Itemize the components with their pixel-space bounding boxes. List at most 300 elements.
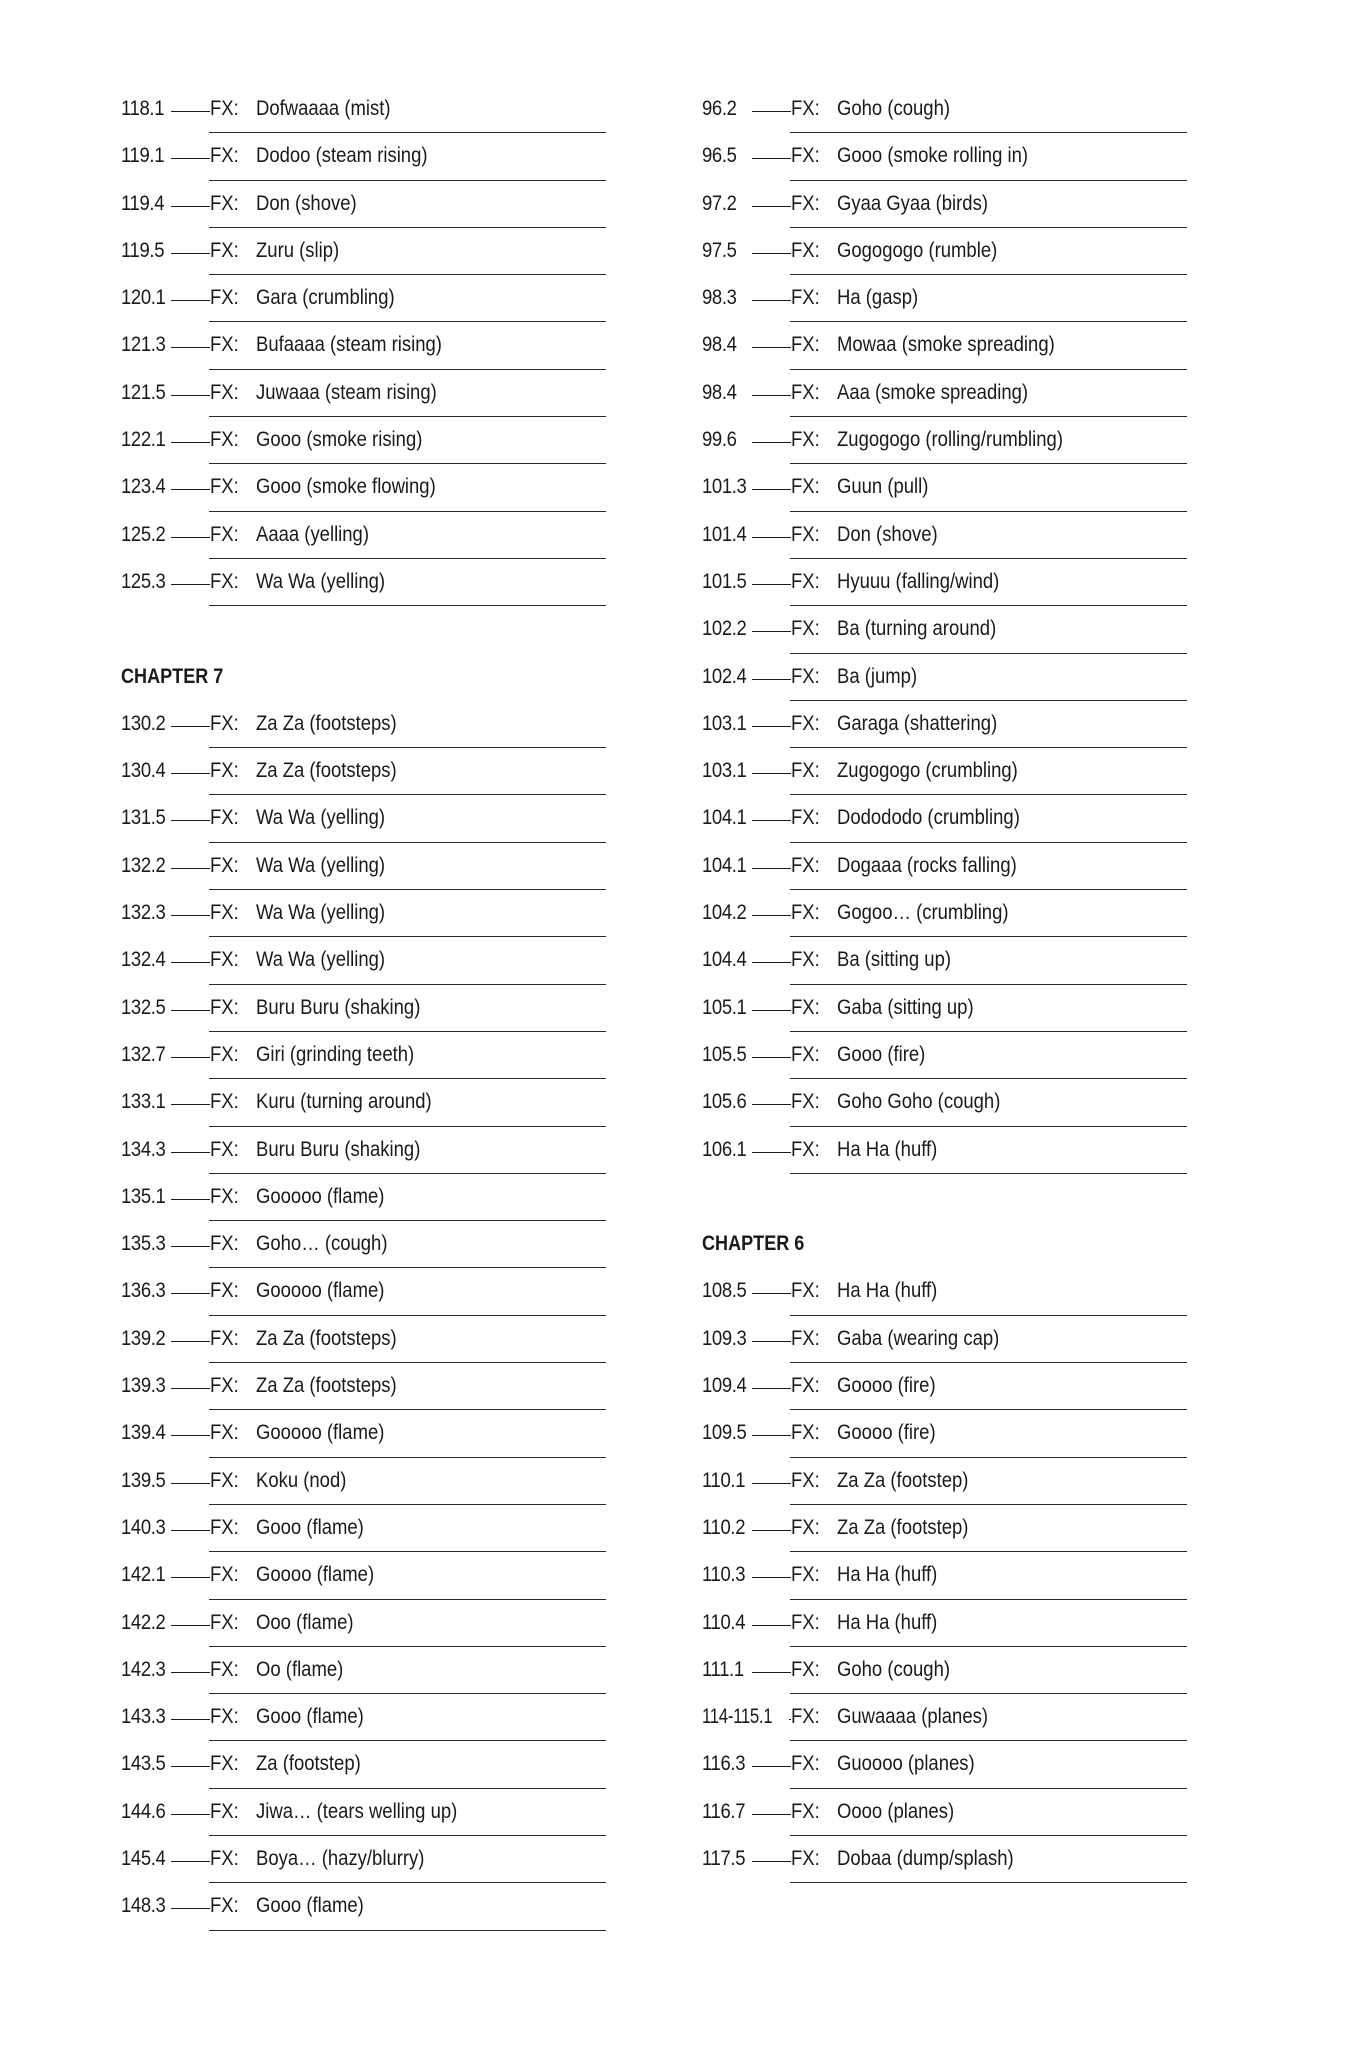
- fx-label: FX:: [210, 711, 239, 735]
- fx-entry-row: [121, 754, 606, 801]
- fx-entry-row: [121, 1558, 606, 1605]
- page-panel-number: 109.5: [702, 1421, 747, 1445]
- fx-label: FX:: [210, 1705, 239, 1729]
- fx-description: Guun (pull): [837, 475, 929, 499]
- fx-label: FX:: [791, 475, 820, 499]
- page-panel-number: 111.1: [702, 1657, 744, 1681]
- leader-dash: [752, 915, 791, 916]
- fx-entry-row: [702, 1369, 1187, 1416]
- fx-label: FX:: [210, 1137, 239, 1161]
- fx-description: Jiwa… (tears welling up): [256, 1799, 458, 1823]
- fx-label: FX:: [791, 711, 820, 735]
- fx-description: Gara (crumbling): [256, 286, 395, 310]
- leader-dash: [752, 1861, 791, 1862]
- fx-description: Za Za (footstep): [837, 1515, 969, 1539]
- entry-underline: [209, 1930, 606, 1931]
- fx-description: Wa Wa (yelling): [256, 948, 386, 972]
- leader-dash: [752, 158, 791, 159]
- fx-label: FX:: [210, 333, 239, 357]
- entry-underline: [209, 416, 606, 417]
- entry-underline: [790, 1882, 1187, 1883]
- leader-dash: [752, 1530, 791, 1531]
- page-panel-number: 96.2: [702, 97, 737, 120]
- page-panel-number: 114-115.1: [702, 1705, 773, 1729]
- chapter-heading-text: CHAPTER 6: [702, 1232, 805, 1256]
- page-panel-number: 144.6: [121, 1799, 166, 1823]
- fx-entry-row: [702, 943, 1187, 990]
- leader-dash: [752, 1341, 791, 1342]
- page-panel-number: 132.7: [121, 1042, 166, 1066]
- entry-underline: [790, 1362, 1187, 1363]
- fx-label: FX:: [210, 1042, 239, 1066]
- leader-dash: [752, 1057, 791, 1058]
- fx-label: FX:: [791, 1090, 820, 1114]
- entry-underline: [790, 653, 1187, 654]
- leader-dash: [752, 347, 791, 348]
- fx-entry-row: [702, 1322, 1187, 1369]
- page-panel-number: 131.5: [121, 806, 166, 830]
- page-panel-number: 104.1: [702, 853, 747, 877]
- fx-label: FX:: [210, 1563, 239, 1587]
- fx-entry-row: [702, 518, 1187, 565]
- fx-description: Gogoo… (crumbling): [837, 901, 1009, 925]
- fx-description: Za Za (footsteps): [256, 1326, 397, 1350]
- entry-underline: [790, 1693, 1187, 1694]
- entry-underline: [790, 700, 1187, 701]
- leader-dash: [752, 395, 791, 396]
- fx-label: FX:: [210, 286, 239, 310]
- fx-label: FX:: [791, 1846, 820, 1870]
- page-panel-number: 140.3: [121, 1515, 166, 1539]
- fx-entry-row: [702, 1274, 1187, 1321]
- entry-underline: [209, 463, 606, 464]
- fx-label: FX:: [791, 901, 820, 925]
- leader-dash: [171, 1341, 210, 1342]
- leader-dash: [171, 773, 210, 774]
- fx-label: FX:: [210, 1468, 239, 1492]
- leader-dash: [752, 1625, 791, 1626]
- fx-description: Goooo (fire): [837, 1374, 936, 1398]
- entry-underline: [209, 369, 606, 370]
- fx-entry-row: [702, 139, 1187, 186]
- fx-label: FX:: [210, 1184, 239, 1208]
- fx-entry-row: [702, 612, 1187, 659]
- fx-label: FX:: [210, 1610, 239, 1634]
- fx-entry-row: [121, 1606, 606, 1653]
- entry-underline: [209, 1740, 606, 1741]
- page-panel-number: 135.3: [121, 1232, 166, 1256]
- fx-label: FX:: [210, 1799, 239, 1823]
- page-panel-number: 119.1: [121, 144, 165, 168]
- fx-entry-row: [121, 1747, 606, 1794]
- leader-dash: [171, 1530, 210, 1531]
- fx-description: Mowaa (smoke spreading): [837, 333, 1055, 357]
- fx-entry-row: [121, 187, 606, 234]
- leader-dash: [752, 1293, 791, 1294]
- fx-label: FX:: [791, 286, 820, 310]
- page-panel-number: 109.4: [702, 1374, 747, 1398]
- entry-underline: [790, 132, 1187, 133]
- leader-dash: [752, 1672, 791, 1673]
- fx-entry-row: [121, 565, 606, 612]
- fx-description: Za Za (footstep): [837, 1468, 969, 1492]
- leader-dash: [752, 206, 791, 207]
- fx-description: Gooooo (flame): [256, 1184, 385, 1208]
- fx-entry-row: [702, 92, 1187, 139]
- fx-description: Zuru (slip): [256, 238, 340, 262]
- fx-description: Giri (grinding teeth): [256, 1042, 415, 1066]
- leader-dash: [171, 726, 210, 727]
- fx-entry-row: [121, 1842, 606, 1889]
- fx-entry-row: [121, 328, 606, 375]
- fx-label: FX:: [210, 475, 239, 499]
- fx-entry-row: [121, 470, 606, 517]
- page-panel-number: 110.1: [702, 1468, 746, 1492]
- entry-underline: [209, 1504, 606, 1505]
- entry-underline: [209, 321, 606, 322]
- leader-dash: [752, 1483, 791, 1484]
- chapter-heading-text: CHAPTER 7: [121, 664, 224, 688]
- fx-description: Gaba (wearing cap): [837, 1326, 1000, 1350]
- fx-label: FX:: [791, 995, 820, 1019]
- leader-dash: [752, 489, 791, 490]
- fx-entry-row: [702, 1464, 1187, 1511]
- entry-underline: [209, 842, 606, 843]
- fx-label: FX:: [210, 1894, 239, 1918]
- fx-label: FX:: [791, 144, 820, 168]
- fx-label: FX:: [210, 522, 239, 546]
- fx-entry-row: [702, 1842, 1187, 1889]
- entry-underline: [209, 1267, 606, 1268]
- fx-description: Ba (jump): [837, 664, 918, 688]
- entry-underline: [790, 1788, 1187, 1789]
- page-panel-number: 110.2: [702, 1515, 746, 1539]
- page-panel-number: 102.4: [702, 664, 747, 688]
- fx-entry-row: [702, 470, 1187, 517]
- fx-entry-row: [121, 1653, 606, 1700]
- fx-description: Gooo (fire): [837, 1042, 926, 1066]
- fx-description: Ha Ha (huff): [837, 1563, 938, 1587]
- fx-entry-row: [702, 754, 1187, 801]
- fx-label: FX:: [210, 1421, 239, 1445]
- entry-underline: [209, 1788, 606, 1789]
- leader-dash: [171, 584, 210, 585]
- entry-underline: [790, 1551, 1187, 1552]
- fx-label: FX:: [210, 1374, 239, 1398]
- leader-dash: [171, 489, 210, 490]
- entry-underline: [209, 274, 606, 275]
- fx-label: FX:: [791, 428, 820, 452]
- leader-dash: [171, 1057, 210, 1058]
- fx-label: FX:: [210, 1515, 239, 1539]
- left-column: [121, 92, 606, 1937]
- page-panel-number: 106.1: [702, 1137, 747, 1161]
- fx-description: Goooo (fire): [837, 1421, 936, 1445]
- page-panel-number: 132.4: [121, 948, 166, 972]
- entry-underline: [790, 1457, 1187, 1458]
- leader-dash: [752, 111, 791, 112]
- page-panel-number: 103.1: [702, 711, 747, 735]
- entry-underline: [790, 889, 1187, 890]
- fx-entry-row: [702, 801, 1187, 848]
- fx-entry-row: [121, 1227, 606, 1274]
- leader-dash: [752, 1010, 791, 1011]
- entry-underline: [209, 1457, 606, 1458]
- fx-label: FX:: [791, 191, 820, 215]
- leader-dash: [752, 584, 791, 585]
- page-panel-number: 105.6: [702, 1090, 747, 1114]
- leader-dash: [752, 1766, 791, 1767]
- fx-description: Dogaaa (rocks falling): [837, 853, 1017, 877]
- fx-entry-row: [121, 1416, 606, 1463]
- page-panel-number: 134.3: [121, 1137, 166, 1161]
- entry-underline: [790, 1646, 1187, 1647]
- entry-underline: [209, 1599, 606, 1600]
- page-panel-number: 104.2: [702, 901, 747, 925]
- leader-dash: [171, 1152, 210, 1153]
- fx-label: FX:: [210, 569, 239, 593]
- fx-description: Aaaa (yelling): [256, 522, 369, 546]
- entry-underline: [209, 511, 606, 512]
- fx-description: Dodododo (crumbling): [837, 806, 1020, 830]
- fx-label: FX:: [791, 1799, 820, 1823]
- leader-dash: [171, 1104, 210, 1105]
- fx-label: FX:: [791, 1137, 820, 1161]
- leader-dash: [171, 1672, 210, 1673]
- chapter-heading: [702, 1227, 1187, 1274]
- entry-underline: [790, 1126, 1187, 1127]
- page-panel-number: 102.2: [702, 617, 747, 641]
- page-panel-number: 130.4: [121, 759, 166, 783]
- page-panel-number: 136.3: [121, 1279, 166, 1303]
- fx-description: Gooo (flame): [256, 1705, 364, 1729]
- fx-entry-row: [121, 943, 606, 990]
- fx-description: Goho… (cough): [256, 1232, 388, 1256]
- fx-label: FX:: [791, 1563, 820, 1587]
- fx-label: FX:: [210, 380, 239, 404]
- fx-label: FX:: [791, 948, 820, 972]
- fx-label: FX:: [791, 664, 820, 688]
- fx-description: Goho Goho (cough): [837, 1090, 1001, 1114]
- fx-label: FX:: [791, 1468, 820, 1492]
- page-panel-number: 118.1: [121, 97, 165, 120]
- entry-underline: [790, 1504, 1187, 1505]
- fx-label: FX:: [210, 191, 239, 215]
- leader-dash: [171, 1577, 210, 1578]
- fx-entry-row: [121, 281, 606, 328]
- fx-description: Ha (gasp): [837, 286, 919, 310]
- fx-label: FX:: [210, 806, 239, 830]
- page-panel-number: 132.3: [121, 901, 166, 925]
- fx-description: Garaga (shattering): [837, 711, 998, 735]
- fx-description: Ha Ha (huff): [837, 1279, 938, 1303]
- fx-entry-row: [702, 1133, 1187, 1180]
- fx-label: FX:: [791, 1705, 820, 1729]
- entry-underline: [209, 1078, 606, 1079]
- chapter-heading: [121, 660, 606, 707]
- leader-dash: [752, 442, 791, 443]
- entry-underline: [790, 274, 1187, 275]
- page-panel-number: 98.3: [702, 286, 737, 310]
- page-panel-number: 143.3: [121, 1705, 166, 1729]
- fx-description: Hyuuu (falling/wind): [837, 569, 1000, 593]
- leader-dash: [171, 158, 210, 159]
- section-gap: [702, 1180, 1187, 1227]
- entry-underline: [790, 1031, 1187, 1032]
- leader-dash: [752, 868, 791, 869]
- fx-label: FX:: [210, 1326, 239, 1350]
- fx-entry-row: [121, 1085, 606, 1132]
- leader-dash: [171, 537, 210, 538]
- fx-description: Ooo (flame): [256, 1610, 354, 1634]
- leader-dash: [171, 253, 210, 254]
- fx-label: FX:: [791, 1421, 820, 1445]
- fx-entry-row: [121, 234, 606, 281]
- entry-underline: [790, 558, 1187, 559]
- fx-label: FX:: [210, 428, 239, 452]
- leader-dash: [171, 206, 210, 207]
- fx-entry-row: [121, 1369, 606, 1416]
- leader-dash: [752, 679, 791, 680]
- fx-description: Ha Ha (huff): [837, 1137, 938, 1161]
- entry-underline: [209, 747, 606, 748]
- fx-description: Gooo (flame): [256, 1515, 364, 1539]
- leader-dash: [171, 1625, 210, 1626]
- entry-underline: [209, 1551, 606, 1552]
- fx-description: Gooo (smoke flowing): [256, 475, 436, 499]
- entry-underline: [790, 605, 1187, 606]
- entry-underline: [790, 1835, 1187, 1836]
- leader-dash: [171, 1908, 210, 1909]
- page-panel-number: 119.5: [121, 238, 165, 262]
- fx-label: FX:: [791, 759, 820, 783]
- fx-description: Goho (cough): [837, 97, 951, 120]
- fx-entry-row: [121, 139, 606, 186]
- fx-entry-row: [121, 1180, 606, 1227]
- page-panel-number: 97.5: [702, 238, 737, 262]
- entry-underline: [209, 889, 606, 890]
- page-panel-number: 142.1: [121, 1563, 166, 1587]
- fx-label: FX:: [210, 1752, 239, 1776]
- fx-entry-row: [121, 423, 606, 470]
- fx-entry-row: [702, 896, 1187, 943]
- page-panel-number: 119.4: [121, 191, 165, 215]
- fx-label: FX:: [791, 522, 820, 546]
- fx-label: FX:: [791, 569, 820, 593]
- entry-underline: [209, 1646, 606, 1647]
- leader-dash: [171, 1199, 210, 1200]
- fx-label: FX:: [791, 333, 820, 357]
- fx-description: Goooo (flame): [256, 1563, 375, 1587]
- leader-dash: [171, 962, 210, 963]
- page-panel-number: 105.5: [702, 1042, 747, 1066]
- fx-label: FX:: [210, 1232, 239, 1256]
- fx-label: FX:: [791, 1657, 820, 1681]
- fx-label: FX:: [210, 759, 239, 783]
- fx-description: Don (shove): [256, 191, 357, 215]
- leader-dash: [171, 820, 210, 821]
- page-panel-number: 105.1: [702, 995, 747, 1019]
- fx-entry-row: [121, 1511, 606, 1558]
- leader-dash: [171, 300, 210, 301]
- entry-underline: [209, 794, 606, 795]
- page-panel-number: 101.3: [702, 475, 747, 499]
- entry-underline: [790, 984, 1187, 985]
- entry-underline: [790, 1740, 1187, 1741]
- entry-underline: [209, 1882, 606, 1883]
- entry-underline: [209, 1693, 606, 1694]
- entry-underline: [790, 794, 1187, 795]
- leader-dash: [171, 1388, 210, 1389]
- fx-entry-row: [121, 1889, 606, 1936]
- fx-label: FX:: [791, 1042, 820, 1066]
- fx-description: Dofwaaaa (mist): [256, 97, 391, 120]
- fx-entry-row: [121, 707, 606, 754]
- fx-label: FX:: [210, 853, 239, 877]
- fx-description: Bufaaaa (steam rising): [256, 333, 442, 357]
- leader-dash: [171, 1483, 210, 1484]
- fx-entry-row: [702, 565, 1187, 612]
- entry-underline: [209, 132, 606, 133]
- page-panel-number: 110.3: [702, 1563, 746, 1587]
- leader-dash: [171, 1010, 210, 1011]
- leader-dash: [171, 915, 210, 916]
- page-panel-number: 96.5: [702, 144, 737, 168]
- entry-underline: [790, 511, 1187, 512]
- leader-dash: [171, 1766, 210, 1767]
- fx-label: FX:: [791, 1279, 820, 1303]
- page-panel-number: 110.4: [702, 1610, 746, 1634]
- fx-description: Gooo (smoke rising): [256, 428, 423, 452]
- fx-entry-row: [702, 849, 1187, 896]
- entry-underline: [790, 842, 1187, 843]
- entry-underline: [209, 558, 606, 559]
- fx-label: FX:: [791, 238, 820, 262]
- page-panel-number: 125.2: [121, 522, 166, 546]
- entry-underline: [790, 180, 1187, 181]
- fx-label: FX:: [210, 948, 239, 972]
- fx-entry-row: [702, 707, 1187, 754]
- right-column: [702, 92, 1187, 1889]
- fx-label: FX:: [791, 97, 820, 120]
- page-panel-number: 123.4: [121, 475, 166, 499]
- page-panel-number: 101.4: [702, 522, 747, 546]
- leader-dash: [752, 773, 791, 774]
- page-panel-number: 116.7: [702, 1799, 746, 1823]
- fx-entry-row: [702, 1085, 1187, 1132]
- fx-label: FX:: [210, 995, 239, 1019]
- leader-dash: [752, 537, 791, 538]
- fx-label: FX:: [791, 853, 820, 877]
- page-panel-number: 121.3: [121, 333, 166, 357]
- page-panel-number: 99.6: [702, 428, 737, 452]
- page-panel-number: 121.5: [121, 380, 166, 404]
- entry-underline: [209, 1409, 606, 1410]
- fx-label: FX:: [210, 1090, 239, 1114]
- fx-entry-row: [702, 1606, 1187, 1653]
- leader-dash: [171, 1435, 210, 1436]
- fx-label: FX:: [210, 1657, 239, 1681]
- fx-description: Za Za (footsteps): [256, 1374, 397, 1398]
- fx-entry-row: [121, 1795, 606, 1842]
- fx-label: FX:: [791, 806, 820, 830]
- fx-entry-row: [121, 849, 606, 896]
- fx-description: Dobaa (dump/splash): [837, 1846, 1014, 1870]
- leader-dash: [171, 395, 210, 396]
- fx-entry-row: [702, 376, 1187, 423]
- fx-description: Oo (flame): [256, 1657, 344, 1681]
- fx-label: FX:: [791, 1515, 820, 1539]
